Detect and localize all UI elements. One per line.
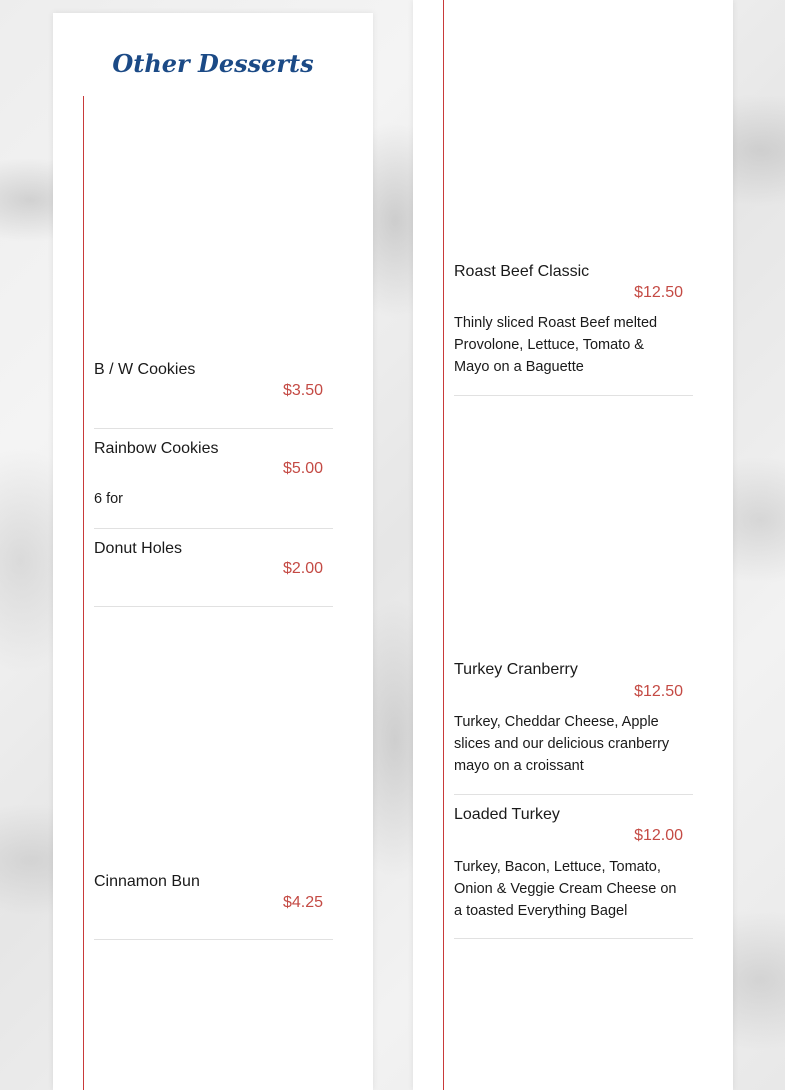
item-price: $12.00 [634, 827, 683, 844]
menu-panel-left [53, 13, 373, 1090]
item-name: Roast Beef Classic [454, 263, 590, 280]
item-price: $3.50 [282, 382, 323, 399]
item-description: Turkey, Bacon, Lettuce, Tomato, Onion & Veggie Cream Cheese on a toasted Everything Bagel [454, 859, 677, 919]
item-name: Rainbow Cookies [94, 440, 219, 457]
item-name: B / W Cookies [94, 361, 196, 378]
menu-item[interactable] [94, 361, 333, 429]
menu-item[interactable] [454, 806, 693, 939]
item-price: $4.25 [282, 894, 323, 911]
item-name: Donut Holes [94, 540, 183, 557]
item-price: $5.00 [282, 460, 323, 477]
menu-item[interactable] [94, 440, 333, 529]
section-title: Other Desserts [112, 49, 314, 78]
menu-panel-right [413, 0, 733, 1090]
item-description: 6 for [94, 491, 124, 507]
item-price: $2.00 [282, 560, 323, 577]
panel-accent-line [83, 96, 84, 1090]
item-description: Turkey, Cheddar Cheese, Apple slices and our delicious cranberry mayo on a croissant [454, 714, 670, 774]
item-price: $12.50 [634, 284, 683, 301]
item-name: Loaded Turkey [454, 806, 560, 823]
menu-item[interactable] [94, 540, 333, 607]
item-description: Thinly sliced Roast Beef melted Provolone, Lettuce, Tomato & Mayo on a Baguette [454, 315, 658, 375]
menu-item[interactable] [94, 873, 333, 940]
item-name: Turkey Cranberry [454, 661, 578, 678]
item-name: Cinnamon Bun [94, 873, 200, 890]
panel-accent-line [443, 0, 444, 1090]
menu-item[interactable] [454, 263, 693, 396]
item-price: $12.50 [634, 683, 683, 700]
menu-item[interactable] [454, 661, 693, 795]
